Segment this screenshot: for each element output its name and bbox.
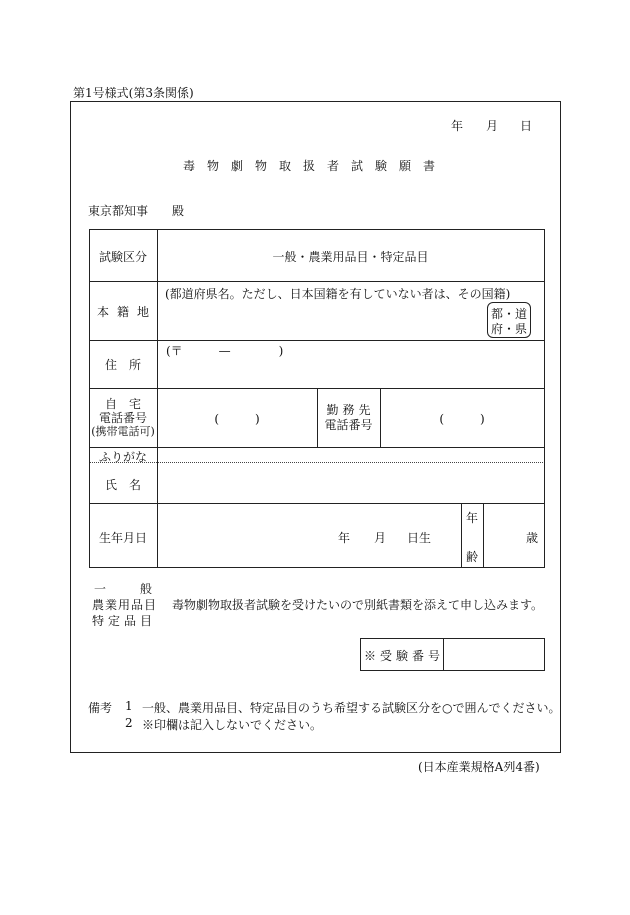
application-statement: 毒物劇物取扱者試験を受けたいので別紙書類を添えて申し込みます。: [172, 598, 544, 612]
exam-number-label: ※受験番号: [363, 649, 444, 663]
form-title: 毒物劇物取扱者試験願書: [182, 159, 447, 173]
age-input[interactable]: [484, 504, 524, 567]
prefecture-suffix-1: 都・道: [491, 307, 528, 321]
paper-size-note: (日本産業規格A列4番): [418, 760, 540, 774]
work-phone-field[interactable]: ( ): [439, 412, 485, 426]
table-line: [89, 229, 90, 568]
home-phone-field[interactable]: ( ): [214, 412, 260, 426]
exam-category-label: 試験区分: [98, 250, 147, 264]
date-year: 年: [451, 119, 464, 133]
birth-year: 年: [338, 531, 351, 545]
name-label: 氏名: [104, 478, 153, 492]
note-2-text: ※印欄は記入しないでください。: [142, 718, 323, 732]
address-label: 住所: [104, 358, 153, 372]
addressee-name: 東京都知事: [88, 204, 149, 218]
home-phone-label-2: 電話番号: [98, 411, 147, 425]
exam-number-box: [360, 638, 545, 639]
birth-month: 月: [374, 531, 387, 545]
work-phone-label-1: 勤務先: [326, 403, 375, 417]
age-label-2: 齢: [465, 550, 478, 564]
work-phone-label-2: 電話番号: [324, 418, 373, 432]
name-input[interactable]: [158, 463, 544, 503]
exam-number-box: [360, 638, 361, 671]
exam-category-value[interactable]: 一般・農業用品目・特定品目: [272, 250, 429, 264]
prefecture-suffix-2: 府・県: [491, 322, 528, 336]
table-line: [544, 229, 545, 568]
birth-input[interactable]: [158, 504, 461, 567]
honseki-note: (都道府県名。ただし、日本国籍を有していない者は、その国籍): [165, 287, 511, 301]
exam-number-value: [448, 647, 538, 663]
honseki-label: 本籍地: [96, 305, 157, 319]
age-unit: 歳: [526, 531, 539, 545]
furigana-input[interactable]: [158, 448, 544, 462]
honseki-input[interactable]: [160, 300, 480, 338]
home-phone-label-3: (携帯電話可): [91, 425, 155, 438]
notes-heading: 備考: [88, 701, 113, 715]
addressee-honorific: 殿: [172, 204, 185, 218]
furigana-label: ふりがな: [98, 450, 147, 464]
birth-day: 日生: [407, 531, 432, 545]
date-month: 月: [486, 119, 499, 133]
option-general: 一般: [94, 582, 187, 596]
exam-number-box: [360, 670, 545, 671]
postal-code-field[interactable]: (〒 — ): [166, 344, 284, 358]
note-1-text: 一般、農業用品目、特定品目のうち希望する試験区分を○で囲んでください。: [142, 701, 561, 715]
note-1-number: 1: [125, 699, 133, 713]
age-label-1: 年: [465, 511, 478, 525]
birth-label: 生年月日: [98, 531, 147, 545]
exam-number-box: [544, 638, 545, 671]
home-phone-label-1: 自宅: [104, 397, 153, 411]
note-2-number: 2: [125, 716, 133, 730]
date-day: 日: [520, 119, 533, 133]
option-agricultural: 農業用品目: [92, 598, 158, 612]
option-specific: 特定品目: [92, 614, 157, 628]
form-number: 第1号様式(第3条関係): [73, 86, 194, 100]
